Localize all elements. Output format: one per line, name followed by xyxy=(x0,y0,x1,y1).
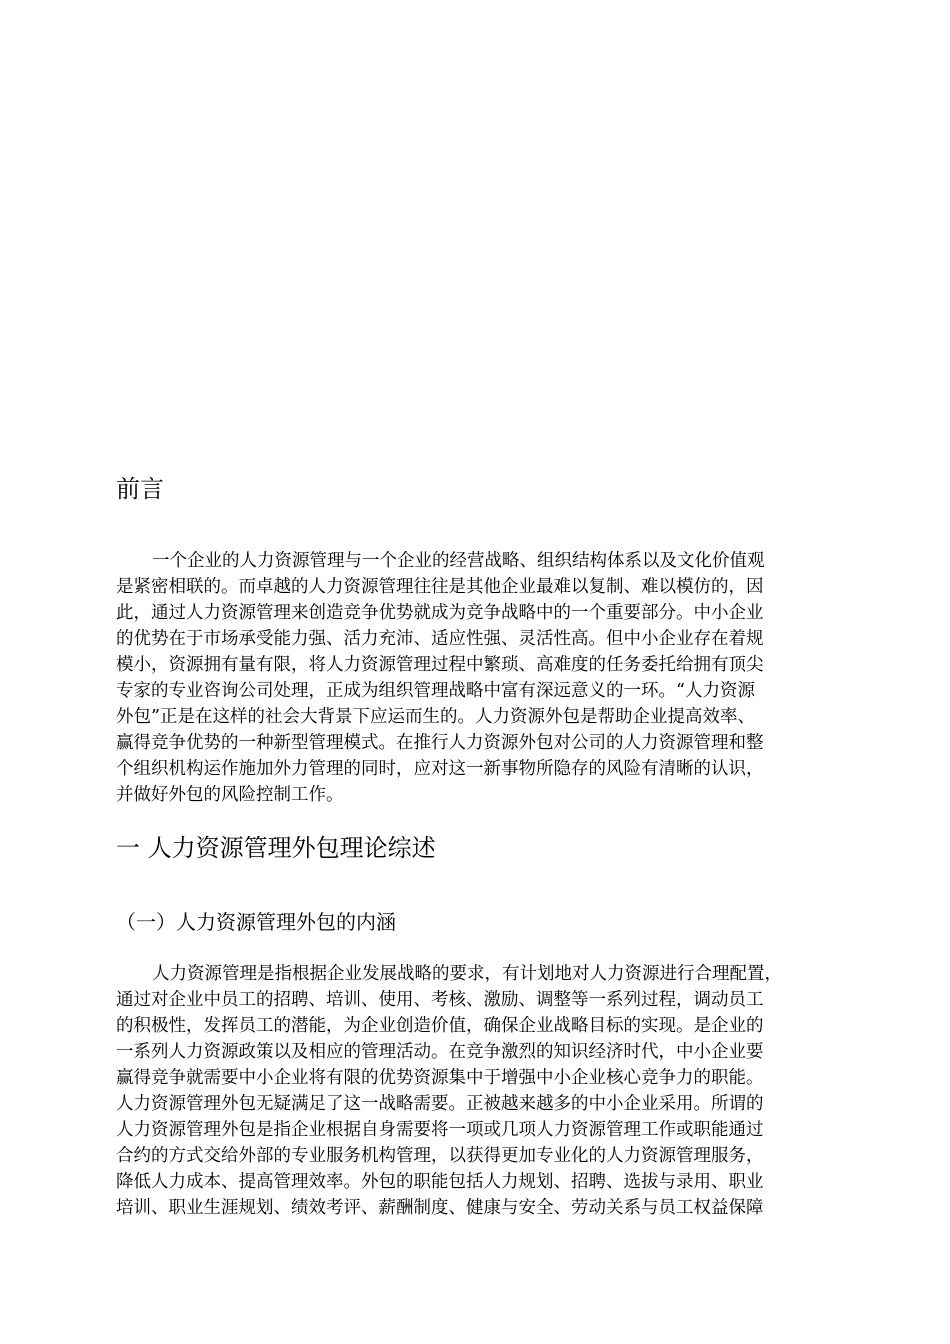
preface-paragraph xyxy=(116,548,765,808)
paragraph-line: 外包”正是在这样的社会大背景下应运而生的。人力资源外包是帮助企业提高效率、 xyxy=(116,707,755,727)
paragraph-line: 模小，资源拥有量有限，将人力资源管理过程中繁琐、高难度的任务委托给拥有顶尖 xyxy=(116,655,764,675)
paragraph-line: 人力资源管理外包无疑满足了这一战略需要。正被越来越多的中小企业采用。所谓的 xyxy=(116,1094,764,1114)
paragraph-line: 人力资源管理外包是指企业根据自身需要将一项或几项人力资源管理工作或职能通过 xyxy=(116,1120,764,1140)
paragraph-line: 此，通过人力资源管理来创造竞争优势就成为竞争战略中的一个重要部分。中小企业 xyxy=(116,603,764,623)
paragraph-line: 个组织机构运作施加外力管理的同时，应对这一新事物所隐存的风险有清晰的认识， xyxy=(116,759,764,779)
paragraph-line: 是紧密相联的。而卓越的人力资源管理往往是其他企业最难以复制、难以模仿的，因 xyxy=(116,577,764,597)
paragraph-line: 合约的方式交给外部的专业服务机构管理，以获得更加专业化的人力资源管理服务， xyxy=(116,1146,764,1166)
paragraph-line: 人力资源管理是指根据企业发展战略的要求，有计划地对人力资源进行合理配置， xyxy=(152,964,782,984)
paragraph-line: 赢得竞争就需要中小企业将有限的优势资源集中于增强中小企业核心竞争力的职能。 xyxy=(116,1068,764,1088)
preface-heading: 前言 xyxy=(116,475,164,503)
section-one-heading: 一 人力资源管理外包理论综述 xyxy=(116,834,436,862)
paragraph-line: 专家的专业咨询公司处理，正成为组织管理战略中富有深远意义的一环。“人力资源 xyxy=(116,681,755,701)
paragraph-line: 通过对企业中员工的招聘、培训、使用、考核、激励、调整等一系列过程，调动员工 xyxy=(116,990,764,1010)
paragraph-line: 降低人力成本、提高管理效率。外包的职能包括人力规划、招聘、选拔与录用、职业 xyxy=(116,1172,764,1192)
paragraph-line: 一系列人力资源政策以及相应的管理活动。在竞争激烈的知识经济时代，中小企业要 xyxy=(116,1042,764,1062)
paragraph-line: 并做好外包的风险控制工作。 xyxy=(116,785,344,805)
paragraph-line: 的积极性，发挥员工的潜能，为企业创造价值，确保企业战略目标的实现。是企业的 xyxy=(116,1016,764,1036)
paragraph-line: 培训、职业生涯规划、绩效考评、薪酬制度、健康与安全、劳动关系与员工权益保障 xyxy=(116,1198,764,1218)
paragraph-line: 赢得竞争优势的一种新型管理模式。在推行人力资源外包对公司的人力资源管理和整 xyxy=(116,733,764,753)
subsection-heading: （一）人力资源管理外包的内涵 xyxy=(116,910,396,934)
subsection-paragraph xyxy=(116,961,782,1221)
paragraph-line: 的优势在于市场承受能力强、活力充沛、适应性强、灵活性高。但中小企业存在着规 xyxy=(116,629,764,649)
paragraph-line: 一个企业的人力资源管理与一个企业的经营战略、组织结构体系以及文化价值观 xyxy=(152,551,765,571)
